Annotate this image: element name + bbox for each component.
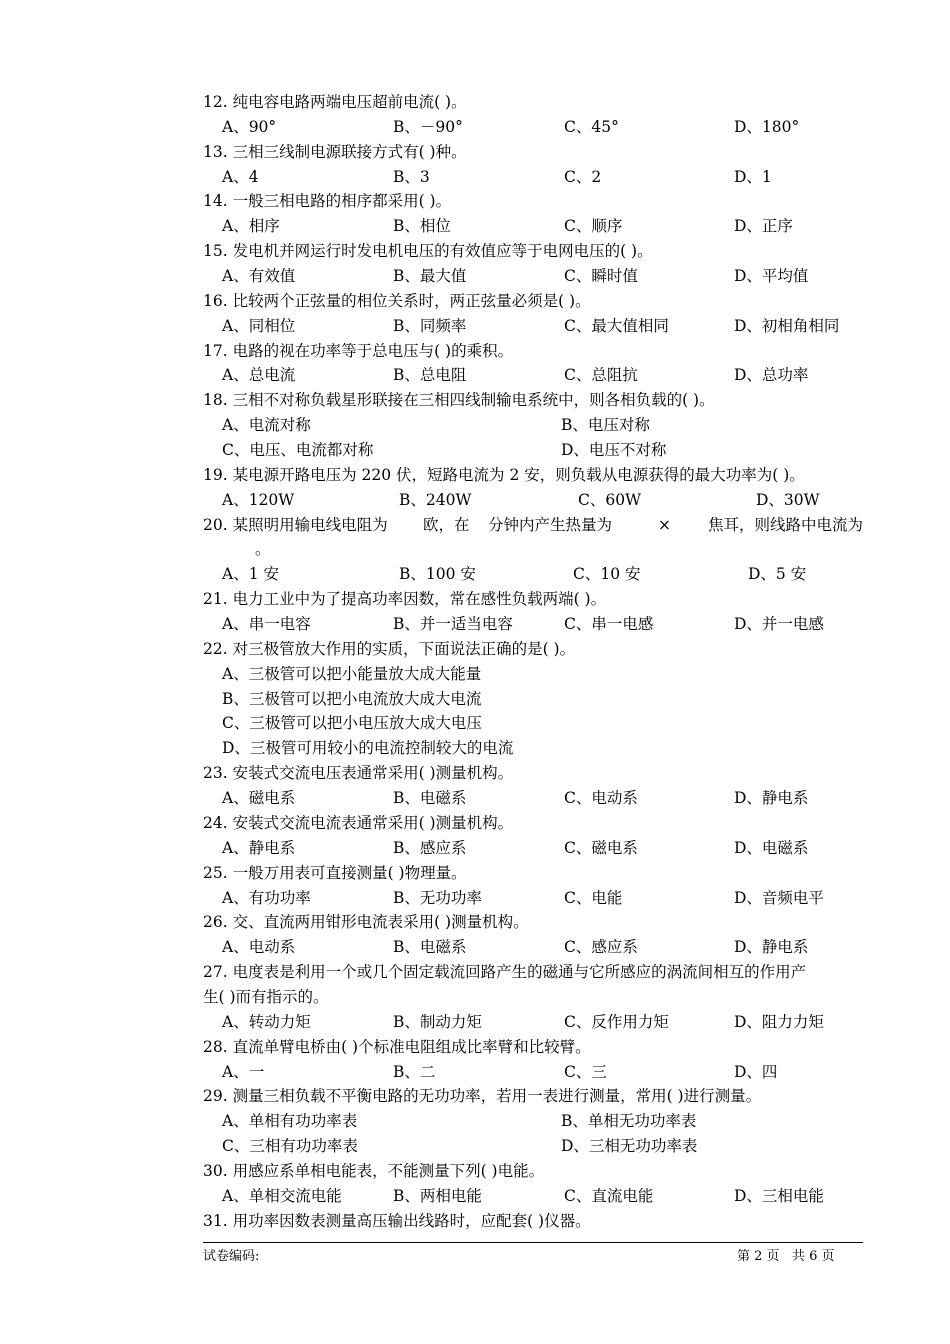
answer-option: A、总电流 <box>222 366 296 385</box>
answer-option: B、同频率 <box>393 316 467 335</box>
question-text-continued: 生( )而有指示的。 <box>203 987 329 1006</box>
answer-option: D、180° <box>734 117 800 136</box>
answer-option: A、静电系 <box>222 838 296 857</box>
answer-option: D、三极管可用较小的电流控制较大的电流 <box>222 739 514 758</box>
answer-option: C、串一电感 <box>564 615 654 634</box>
answer-option: B、总电阻 <box>393 366 467 385</box>
answer-option: D、初相角相同 <box>734 316 840 335</box>
answer-options-row <box>203 562 868 587</box>
answer-option: D、总功率 <box>734 366 809 385</box>
question-text: 18. 三相不对称负载星形联接在三相四线制输电系统中，则各相负载的( )。 <box>203 391 715 410</box>
answer-options-row <box>203 438 868 463</box>
answer-option: C、60W <box>578 490 642 509</box>
question-text: 29. 测量三相负载不平衡电路的无功功率，若用一表进行测量，常用( )进行测量。 <box>203 1087 762 1106</box>
question-text: 26. 交、直流两用钳形电流表采用( )测量机构。 <box>203 913 529 932</box>
answer-option: B、100 安 <box>399 565 476 584</box>
question-text-part: × <box>658 515 671 534</box>
answer-options-row <box>203 1184 868 1209</box>
question-text-part: 欧，在 <box>423 515 470 534</box>
answer-option: B、最大值 <box>393 267 467 286</box>
answer-options-row <box>203 165 868 190</box>
question-text: 28. 直流单臂电桥由( )个标准电阻组成比率臂和比较臂。 <box>203 1037 591 1056</box>
question-text-part: 分钟内产生热量为 <box>488 515 613 534</box>
answer-option: B、感应系 <box>393 838 467 857</box>
answer-option: D、30W <box>756 490 820 509</box>
answer-option: A、相序 <box>222 217 280 236</box>
answer-options-row <box>203 1109 868 1134</box>
answer-option: A、磁电系 <box>222 789 296 808</box>
answer-options-row <box>203 1060 868 1085</box>
answer-option: A、1 安 <box>222 565 279 584</box>
answer-option: A、90° <box>222 117 277 136</box>
answer-option: C、电能 <box>564 888 623 907</box>
answer-option: C、三极管可以把小电压放大成大电压 <box>222 714 482 733</box>
answer-option: D、正序 <box>734 217 793 236</box>
answer-option: D、三相无功功率表 <box>561 1137 698 1156</box>
answer-option: A、有功功率 <box>222 888 311 907</box>
answer-option: D、平均值 <box>734 267 809 286</box>
answer-option: D、电磁系 <box>734 838 809 857</box>
question-text: 14. 一般三相电路的相序都采用( )。 <box>203 192 452 211</box>
question-list <box>203 90 868 1234</box>
answer-option: B、电磁系 <box>393 789 467 808</box>
question-text-part: 焦耳，则线路中电流为 <box>708 515 864 534</box>
answer-option: D、5 安 <box>748 565 807 584</box>
answer-option: A、电动系 <box>222 938 296 957</box>
answer-option: B、240W <box>399 490 472 509</box>
answer-option: A、4 <box>222 167 259 186</box>
question-text: 12. 纯电容电路两端电压超前电流( )。 <box>203 93 467 111</box>
answer-options-row <box>203 488 868 513</box>
answer-option: A、转动力矩 <box>222 1012 311 1031</box>
answer-option: D、1 <box>734 167 772 186</box>
answer-options-row <box>203 314 868 339</box>
question-text: 17. 电路的视在功率等于总电压与( )的乘积。 <box>203 341 514 360</box>
question-text: 25. 一般万用表可直接测量( )物理量。 <box>203 863 467 882</box>
answer-option: C、三 <box>564 1062 607 1081</box>
answer-options-row <box>203 264 868 289</box>
answer-option: C、反作用力矩 <box>564 1012 669 1031</box>
answer-option: B、－90° <box>393 117 463 136</box>
answer-option: C、直流电能 <box>564 1186 654 1205</box>
answer-option: B、电压对称 <box>561 416 650 435</box>
question-text: 13. 三相三线制电源联接方式有( )种。 <box>203 142 467 161</box>
footer-page-number: 第 2 页 共 6 页 <box>737 1249 835 1264</box>
answer-option: D、静电系 <box>734 789 809 808</box>
answer-option: B、电磁系 <box>393 938 467 957</box>
answer-option: B、3 <box>393 167 430 186</box>
question-text-continued: 。 <box>255 540 271 559</box>
question-text <box>203 513 868 538</box>
answer-option: A、单相有功功率表 <box>222 1112 358 1131</box>
answer-option: B、两相电能 <box>393 1186 482 1205</box>
answer-option: C、45° <box>564 117 619 136</box>
question-text: 27. 电度表是利用一个或几个固定载流回路产生的磁通与它所感应的涡流间相互的作用产 <box>203 963 807 982</box>
answer-option: C、10 安 <box>573 565 641 584</box>
answer-options-row <box>203 214 868 239</box>
question-text-part: 20. 某照明用输电线电阻为 <box>203 515 388 534</box>
question-text: 23. 安装式交流电压表通常采用( )测量机构。 <box>203 764 514 783</box>
answer-option: A、单相交流电能 <box>222 1186 342 1205</box>
answer-option: D、静电系 <box>734 938 809 957</box>
question-text: 30. 用感应系单相电能表，不能测量下列( )电能。 <box>203 1161 545 1180</box>
answer-option: D、四 <box>734 1062 778 1081</box>
answer-option: D、音频电平 <box>734 888 824 907</box>
answer-option: D、阻力力矩 <box>734 1012 824 1031</box>
answer-option: B、单相无功功率表 <box>561 1112 697 1131</box>
answer-option: A、120W <box>222 490 295 509</box>
question-text: 19. 某电源开路电压为 220 伏，短路电流为 2 安，则负载从电源获得的最大功率为( )。 <box>203 465 805 484</box>
footer-exam-code: 试卷编码: <box>203 1249 260 1264</box>
answer-options-row <box>203 786 868 811</box>
answer-option: A、电流对称 <box>222 416 311 435</box>
answer-options-row <box>203 836 868 861</box>
question-text: 24. 安装式交流电流表通常采用( )测量机构。 <box>203 813 514 832</box>
answer-option: C、总阻抗 <box>564 366 638 385</box>
answer-option: C、三相有功功率表 <box>222 1137 358 1156</box>
answer-option: B、二 <box>393 1062 436 1081</box>
answer-option: D、电压不对称 <box>561 441 667 460</box>
answer-option: C、感应系 <box>564 938 638 957</box>
answer-option: C、瞬时值 <box>564 267 638 286</box>
answer-option: A、三极管可以把小能量放大成大能量 <box>222 664 482 683</box>
answer-option: B、并一适当电容 <box>393 615 513 634</box>
answer-option: A、同相位 <box>222 316 296 335</box>
question-text: 22. 对三极管放大作用的实质，下面说法正确的是( )。 <box>203 639 576 658</box>
answer-option: D、三相电能 <box>734 1186 824 1205</box>
question-text: 31. 用功率因数表测量高压输出线路时，应配套( )仪器。 <box>203 1211 591 1230</box>
answer-option: C、2 <box>564 167 602 186</box>
footer-divider <box>203 1242 863 1243</box>
answer-option: C、顺序 <box>564 217 623 236</box>
answer-option: C、最大值相同 <box>564 316 669 335</box>
answer-options-row <box>203 612 868 637</box>
answer-options-row <box>203 115 868 140</box>
question-text: 16. 比较两个正弦量的相位关系时，两正弦量必须是( )。 <box>203 291 591 310</box>
answer-option: C、电压、电流都对称 <box>222 441 374 460</box>
answer-option: A、有效值 <box>222 267 296 286</box>
answer-options-row <box>203 1134 868 1159</box>
answer-option: A、串一电容 <box>222 615 311 634</box>
answer-options-row <box>203 1010 868 1035</box>
answer-option: C、磁电系 <box>564 838 638 857</box>
answer-option: A、一 <box>222 1062 265 1081</box>
answer-option: B、三极管可以把小电流放大成大电流 <box>222 689 482 708</box>
answer-option: B、相位 <box>393 217 451 236</box>
answer-option: B、制动力矩 <box>393 1012 482 1031</box>
answer-option: B、无功功率 <box>393 888 482 907</box>
answer-options-row <box>203 363 868 388</box>
answer-option: C、电动系 <box>564 789 638 808</box>
answer-options-row <box>203 935 868 960</box>
answer-options-row <box>203 413 868 438</box>
question-text: 15. 发电机并网运行时发电机电压的有效值应等于电网电压的( )。 <box>203 242 653 261</box>
answer-options-row <box>203 886 868 911</box>
answer-option: D、并一电感 <box>734 615 824 634</box>
question-text: 21. 电力工业中为了提高功率因数，常在感性负载两端( )。 <box>203 590 607 609</box>
